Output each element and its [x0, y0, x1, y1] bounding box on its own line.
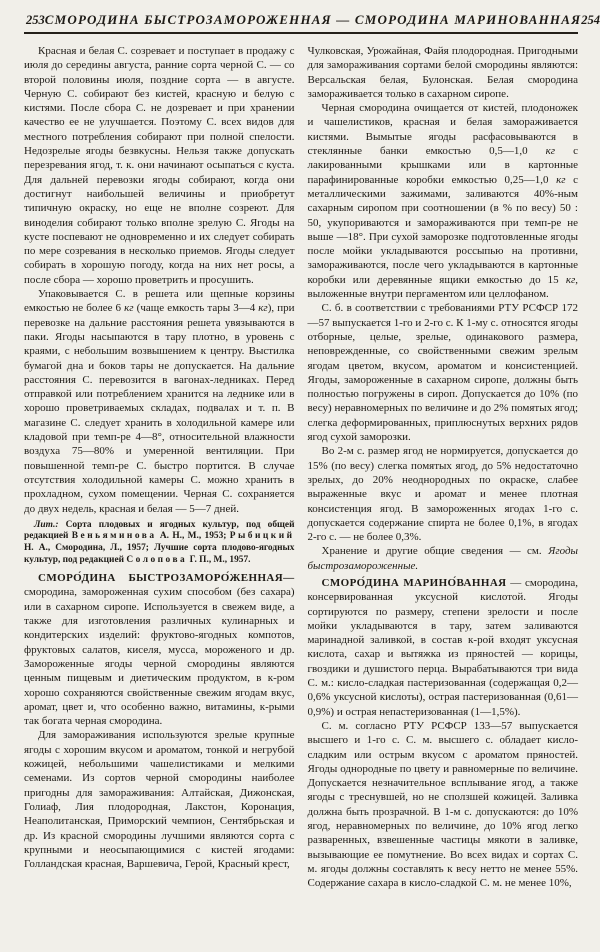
text-segment: А. Н., М., 1953;	[156, 531, 230, 542]
paragraph	[308, 301, 579, 444]
text-segment: — смородина, консервированная уксусной кислотой. Ягоды сортируются по размеру, степени зрелости и после мойки укладываются в тару, затем заливаются маринадной заливкой, в состав к-рой входят уксусная кислота, сахар и вытяжка из пряностей — корицы, гвоздики и душистого перца. Вырабатываются три вида С. м.: кисло-сладкая пастеризованная (содержащая 0,2—0,6% уксусной кислоты), острая пастеризованная (0,61—0,9%) и острая непастеризованная (1—1,5%).	[307, 576, 579, 718]
entry-headword: СМОРО́ДИНА МАРИНО́ВАННАЯ	[321, 576, 507, 589]
paragraph	[24, 287, 295, 516]
running-head	[24, 12, 600, 32]
text-segment: (чаще емкость тары 3—4	[133, 302, 259, 315]
text-columns	[24, 44, 578, 891]
paragraph	[308, 719, 579, 891]
text-segment: с металлическими зажимами, заливаются 40%-ным сахарным сиропом при соотношении (в % по весу) 50 : 50, укупориваются и замораживаются при темп-ре не выше —18°. При сухой заморозке подготовленные ягоды после мойки укладываются россыпью на противни, замораживаются, после чего укладываются в картонные коробки или деревянные ящики емкостью до 15	[307, 173, 578, 286]
text-segment: С. б. в соответствии с требованиями РТУ РСФСР 172—57 выпускается 1-го и 2-го с. К 1-му с. относятся ягоды отборные, целые, зрелые, одинакового размера, неповрежденные, со свойственными свежим зрелым ягодам цветом, вкусом, ароматом и консистенцией. Ягоды, замороженные в сахарном сиропе, должны быть полностью погружены в сироп. Допускается до 10% (по весу) неравномерных по величине и до 2% помятых ягод; слегка деформированных, приплюснутых верхних рядов ягод сухой заморозки.	[307, 302, 578, 444]
paragraph	[308, 444, 579, 544]
text-segment: Для замораживания используются зрелые крупные ягоды с хорошим вкусом и ароматом, тонкой и негрубой кожицей, небольшими чашелистиками и мелкими семенами. Из сортов черной смородины наиболее пригодны для замораживания: Алтайская, Дижонская, Голиаф, Лия плодородная, Лакстон, Коронация, Неаполитанская, Приморский чемпион, Сентябрьская и др. Из красной смородины лучшими являются сорта с крупными и неосыпающимися с кистей ягодами: Голландская красная, Варшевича, Герой, Красный крест,	[24, 729, 295, 871]
text-segment: Хранение и другие общие сведения — см.	[321, 545, 549, 558]
text-segment: кг	[258, 302, 268, 315]
text-segment: Ягоды быстрозамороженные.	[307, 545, 578, 572]
text-segment: с лакированными крышками или в картонные парафинированные коробки емкостью 0,25—1,0	[307, 145, 578, 186]
text-segment: Упаковывается С. в решета или щепные корзины емкостью не более 6	[24, 288, 295, 315]
entry-paragraph	[24, 571, 295, 728]
text-segment: Чулковская, Урожайная, Файя плодородная. Пригодными для замораживания сортами белой смородины являются: Версальская белая, Булонская. Белая смородина замораживается только в сахарном сиропе.	[307, 45, 578, 100]
paragraph	[308, 44, 579, 101]
text-segment: Г. П., М., 1957.	[187, 554, 251, 565]
page-title: СМОРОДИНА БЫСТРОЗАМОРОЖЕННАЯ — СМОРОДИНА МАРИНОВАННАЯ	[44, 12, 582, 27]
text-segment: Солопова	[126, 554, 188, 565]
text-segment: кг	[556, 173, 566, 186]
text-segment: Сорта плодовых и ягодных культур, под общей редакцией	[24, 519, 295, 542]
entry-paragraph	[308, 576, 579, 719]
text-segment: кг	[565, 273, 576, 286]
column-left	[24, 44, 295, 891]
text-segment: Красная и белая С. созревает и поступает в продажу с июля до середины августа, ранние сорта черной С. — со второй половины июля, поздние сорта — в августе. Черную С. собирают без кистей, красную и белую с кистями. После сбора С. не дозревает и при хранении качество ее не улучшается. Поэтому С. всех видов для местного потребления собирают при полной спелости. Недозрелые ягоды безвкусны. Нельзя также допускать перезревания ягод, т. к. они начинают осыпаться с куста. Для дальней перевозки ягоды собирают, когда они достигнут наибольшей величины и приобретут типичную окраску, но еще не вполне созреют. Для виноделия собирают только вполне зрелую С. Ягоды на кусте поспевают не одновременно и их следует собирать по мере созревания в несколько приемов. Ягоды следует собирать в хорошую погоду, когда на них нет росы, а после сбора — хорошо проветрить и просушить.	[24, 45, 295, 286]
text-segment: Рыбицкий	[229, 531, 295, 542]
page-number-left: 253	[26, 13, 45, 27]
text-segment: Во 2-м с. размер ягод не нормируется, допускается до 15% (по весу) слегка помятых ягод, до 5% недостаточно зрелых, до 20% неоднородных по окраске, слабее выраженные вкус и аромат и менее плотная консистенция ягод. В замороженных ягодах 1-го с. допускается содержание спирта не более 0,1%, в ягодах 2-го с. — не более 0,3%.	[307, 445, 578, 544]
text-segment: Н. А., Смородина, Л., 1957; Лучшие сорта плодово-ягодных культур, под редакцией	[24, 542, 295, 565]
text-segment: С. м. согласно РТУ РСФСР 133—57 выпускается высшего и 1-го с. С. м. высшего с. обладает кисло-сладким или острым вкусом с ароматом пряностей. Ягоды однородные по цвету и равномерные по величине. Допускается незначительное всплывание ягод, а также ягоды с треснувшей, но не сползшей кожицей. Заливка должна быть прозрачной. В 1-м с. допускаются: до 10% ягод, неравномерных по величине, до 10% ягод легко разваренных, взвешенные частицы мякоти в заливке, вызывающие ее помутнение. Во всех видах и сортах С. м. ягоды должны составлять к весу нетто не менее 55%. Содержание сахара в кисло-сладкой С. м. не менее 10%,	[307, 719, 578, 890]
text-segment: Черная смородина очищается от кистей, плодоножек и чашелистиков, красная и белая замораживается кистями. Вымытые ягоды расфасовываются в стеклянные банки емкостью 0,5—1,0	[307, 102, 578, 158]
paragraph	[308, 101, 579, 301]
text-segment: смородина, замороженная сухим способом (без сахара) или в сахарном сиропе. Используется в свежем виде, а также для изготовления различных кулинарных и кондитерских изделий: фруктово-ягодных компотов, фруктовых салатов, киселя, мусса, мороженого и др. Замороженные ягоды черной смородины являются ценным пищевым и диетическим продуктом, в к-ром хорошо сохраняются свойственные свежим ягодам вкус, аромат, цвет и, что особенно важно, витамины, к-рыми так богата черная смородина.	[24, 586, 295, 728]
header-divider	[24, 32, 578, 34]
paragraph	[24, 44, 295, 287]
text-segment: кг	[545, 145, 556, 158]
column-right	[308, 44, 579, 891]
text-segment: ), при перевозке на дальние расстояния решета увязываются в паки. Ягоды насыпаются в тару плотно, в уровень с краями, с небольшим возвышением к центру. Выстилка бумагой дна и боков тары не допускается. На дальние расстояния С. перевозится в вагонах-ледниках. Перед отправкой или потреблением хранится на леднике или в хорошо проветриваемых складах, подвалах и т. п. В магазине С. следует хранить в холодильной камере или кладовой при темп-ре 4—8°, относительной влажности воздуха 75—80% и умеренной вентиляции. При повышенной темп-ре С. быстро портится. В случае отсутствия холодильной камеры С. можно хранить в прохладном, сухом помещении. Черная С. сохраняется до двух недель, красная и белая — 5—7 дней.	[24, 302, 295, 515]
literature-note	[24, 520, 295, 566]
text-segment: Веньяминова	[71, 531, 157, 542]
entry-headword: СМОРО́ДИНА БЫСТРОЗАМОРО́ЖЕННАЯ—	[38, 572, 295, 585]
text-segment: Лит.:	[34, 519, 59, 530]
text-segment: кг	[124, 302, 134, 315]
paragraph	[24, 728, 295, 871]
page-number-right: 254	[581, 13, 600, 27]
text-segment: , выложенные внутри пергаментом или целлофаном.	[307, 273, 578, 301]
paragraph	[308, 544, 579, 573]
